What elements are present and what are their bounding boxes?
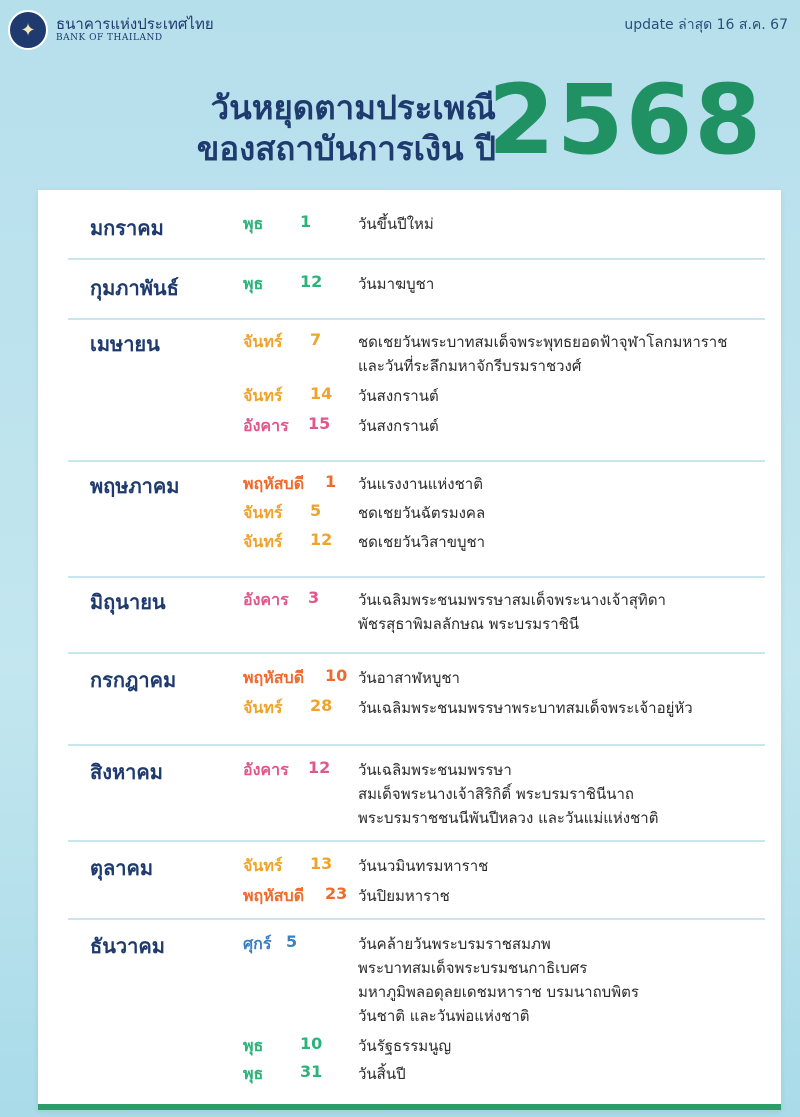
holiday-description: วันคล้ายวันพระบรมราชสมภพ พระบาทสมเด็จพระบรมชนกาธิเบศร มหาภูมิพลอดุลยเดชมหาราช บรมนาถบพิตร วันชาติ และวันพ่อแห่งชาติ <box>358 935 639 1025</box>
holiday-date: 12 <box>300 272 323 291</box>
header <box>8 8 214 52</box>
holiday-day: พฤหัสบดี <box>243 886 305 905</box>
holiday-day: พุธ <box>243 214 264 233</box>
month-name: เมษายน <box>90 332 160 356</box>
holiday-description: วันนวมินทรมหาราช <box>358 857 489 875</box>
holiday-description: ชดเชยวันวิสาขบูชา <box>358 533 486 551</box>
holiday-date: 1 <box>325 472 337 491</box>
month-name: พฤษภาคม <box>90 474 180 498</box>
month-divider <box>68 744 765 746</box>
month-divider <box>68 576 765 578</box>
holiday-day: จันทร์ <box>243 698 283 717</box>
holiday-description: วันอาสาฬหบูชา <box>358 669 460 687</box>
bank-name-english: BANK OF THAILAND <box>56 33 163 44</box>
month-name: มิถุนายน <box>90 590 166 614</box>
month-divider <box>68 652 765 654</box>
bank-names <box>56 16 214 44</box>
holiday-description: วันปิยมหาราช <box>358 887 450 905</box>
month-divider <box>68 318 765 320</box>
holiday-day: ศุกร์ <box>243 934 272 953</box>
holiday-description: วันเฉลิมพระชนมพรรษาพระบาทสมเด็จพระเจ้าอยู่หัว <box>358 699 693 717</box>
month-name: ตุลาคม <box>90 856 154 880</box>
holiday-description: ชดเชยวันพระบาทสมเด็จพระพุทธยอดฟ้าจุฬาโลกมหาราช และวันที่ระลึกมหาจักรีบรมราชวงศ์ <box>358 333 728 375</box>
holiday-day: จันทร์ <box>243 386 283 405</box>
title-year: 2568 <box>488 64 764 176</box>
month-name: กรกฎาคม <box>90 668 177 692</box>
holiday-day: พุธ <box>243 274 264 293</box>
holiday-day: พุธ <box>243 1036 264 1055</box>
holiday-description: ชดเชยวันฉัตรมงคล <box>358 504 486 522</box>
holiday-date: 3 <box>308 588 320 607</box>
holiday-date: 10 <box>300 1034 323 1053</box>
holiday-description: วันรัฐธรรมนูญ <box>358 1037 452 1055</box>
month-name: กุมภาพันธ์ <box>90 276 179 300</box>
holiday-description: วันมาฆบูชา <box>358 275 435 293</box>
title-line-2: ของสถาบันการเงิน ปี <box>196 128 496 168</box>
holiday-date: 12 <box>308 758 331 777</box>
holiday-day: จันทร์ <box>243 856 283 875</box>
month-name: ธันวาคม <box>90 934 165 958</box>
month-name: มกราคม <box>90 216 164 240</box>
month-divider <box>68 258 765 260</box>
holiday-day: อังคาร <box>243 416 289 435</box>
holiday-description: วันสิ้นปี <box>358 1065 406 1083</box>
holiday-date: 15 <box>308 414 331 433</box>
holiday-date: 10 <box>325 666 348 685</box>
holiday-day: พฤหัสบดี <box>243 474 305 493</box>
holiday-description: วันเฉลิมพระชนมพรรษา สมเด็จพระนางเจ้าสิริกิติ์ พระบรมราชินีนาถ พระบรมราชชนนีพันปีหลวง และวันแม่แห่งชาติ <box>358 761 659 827</box>
month-divider <box>68 840 765 842</box>
month-divider <box>68 460 765 462</box>
holiday-description: วันสงกรานต์ <box>358 387 439 405</box>
holiday-day: จันทร์ <box>243 532 283 551</box>
holiday-date: 28 <box>310 696 333 715</box>
holiday-day: พุธ <box>243 1064 264 1083</box>
holiday-date: 13 <box>310 854 333 873</box>
month-divider <box>68 918 765 920</box>
page-title <box>56 88 496 170</box>
holiday-description: วันเฉลิมพระชนมพรรษาสมเด็จพระนางเจ้าสุทิดา พัชรสุธาพิมลลักษณ พระบรมราชินี <box>358 591 666 633</box>
month-name: สิงหาคม <box>90 760 163 784</box>
holiday-date: 5 <box>310 501 322 520</box>
holiday-date: 5 <box>286 932 298 951</box>
holiday-day: อังคาร <box>243 590 289 609</box>
holiday-description: วันสงกรานต์ <box>358 417 439 435</box>
holiday-date: 1 <box>300 212 312 231</box>
holiday-description: วันแรงงานแห่งชาติ <box>358 475 483 493</box>
holiday-date: 31 <box>300 1062 323 1081</box>
holiday-date: 14 <box>310 384 333 403</box>
holiday-day: อังคาร <box>243 760 289 779</box>
holiday-date: 7 <box>310 330 322 349</box>
holiday-day: จันทร์ <box>243 332 283 351</box>
holiday-day: จันทร์ <box>243 503 283 522</box>
update-note: update ล่าสุด 16 ส.ค. 67 <box>624 17 788 33</box>
holiday-table <box>38 190 781 1110</box>
holiday-date: 23 <box>325 884 348 903</box>
holiday-description: วันขึ้นปีใหม่ <box>358 215 434 233</box>
title-line-1: วันหยุดตามประเพณี <box>210 88 496 127</box>
bank-seal-icon: ✦ <box>8 10 48 50</box>
holiday-date: 12 <box>310 530 333 549</box>
holiday-day: พฤหัสบดี <box>243 668 305 687</box>
bank-name-thai: ธนาคารแห่งประเทศไทย <box>56 15 214 34</box>
